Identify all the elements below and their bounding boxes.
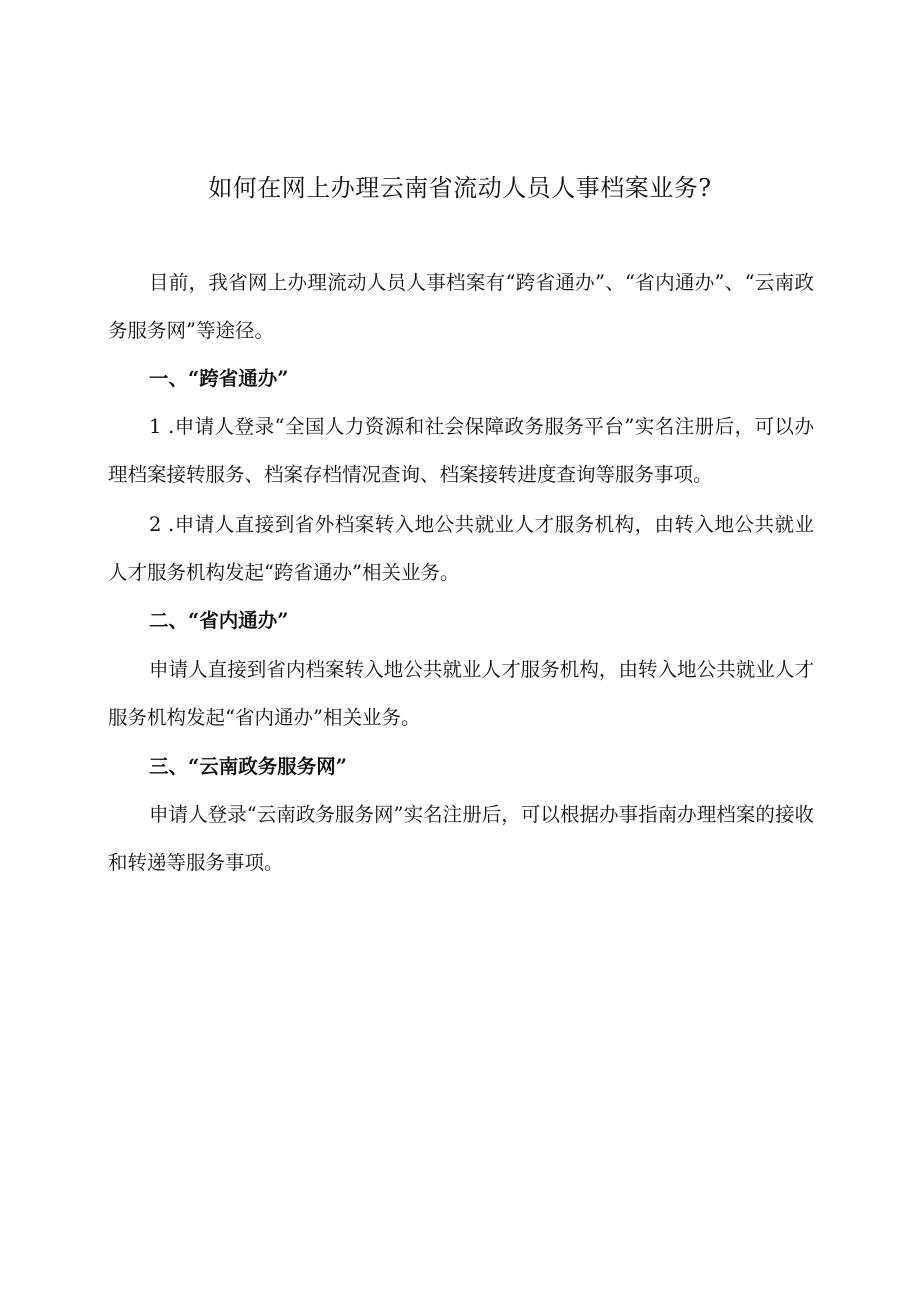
paragraph-cross-province-1: 1 .申请人登录“全国人力资源和社会保障政务服务平台”实名注册后，可以办理档案接转服务、档案存档情况查询、档案接转进度查询等服务事项。	[108, 415, 814, 486]
section-heading-yunnan-service-network: 三、“云南政务服务网”	[149, 755, 347, 778]
paragraph-yunnan-service-network: 申请人登录“云南政务服务网”实名注册后，可以根据办事指南办理档案的接收和转递等服务事项。	[108, 803, 814, 874]
section-heading-in-province: 二、“省内通办”	[149, 609, 289, 632]
paragraph-in-province: 申请人直接到省内档案转入地公共就业人才服务机构，由转入地公共就业人才服务机构发起“省内通办”相关业务。	[108, 658, 814, 729]
section-heading-cross-province: 一、“跨省通办”	[149, 367, 289, 390]
document-title: 如何在网上办理云南省流动人员人事档案业务?	[208, 174, 712, 202]
intro-paragraph: 目前，我省网上办理流动人员人事档案有“跨省通办”、“省内通办”、“云南政务服务网”等途径。	[108, 271, 814, 342]
paragraph-cross-province-2: 2 .申请人直接到省外档案转入地公共就业人才服务机构，由转入地公共就业人才服务机构发起“跨省通办”相关业务。	[108, 513, 814, 584]
